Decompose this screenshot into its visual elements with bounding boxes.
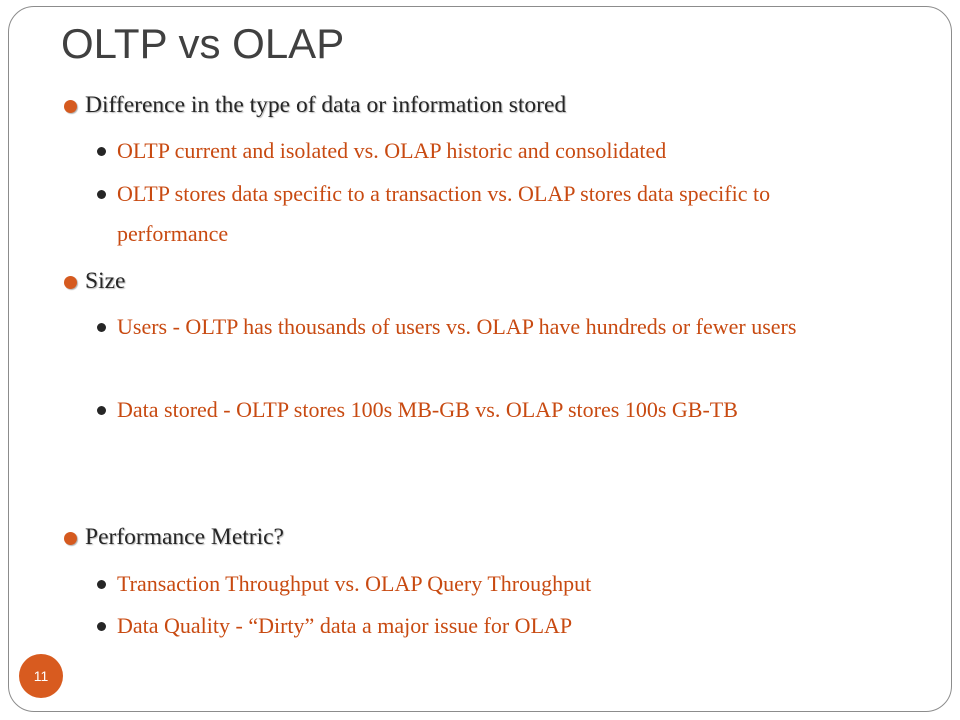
list-item-text: OLTP stores data specific to a transaction vs. OLAP stores data specific to performance <box>117 181 771 246</box>
section-heading-data-type <box>85 90 875 120</box>
bullet-dot-icon <box>97 406 106 415</box>
list-item-text: Users - OLTP has thousands of users vs. OLAP have hundreds or fewer users <box>117 314 797 339</box>
list-item-text: Data Quality - “Dirty” data a major issue for OLAP <box>117 613 573 638</box>
bullet-dot-icon <box>97 580 106 589</box>
list-item <box>117 131 882 171</box>
bullet-dot-icon <box>64 532 77 545</box>
bullet-dot-icon <box>97 147 106 156</box>
bullet-dot-icon <box>97 323 106 332</box>
section-heading-text: Performance Metric? <box>85 524 284 550</box>
section-heading-text: Size <box>85 268 126 294</box>
page-number-badge: 11 <box>19 654 63 698</box>
slide-title: OLTP vs OLAP <box>61 20 345 67</box>
list-item <box>117 390 882 430</box>
section-heading-text: Difference in the type of data or information stored <box>85 92 567 118</box>
list-item <box>117 307 882 347</box>
list-item-text: Transaction Throughput vs. OLAP Query Throughput <box>117 571 592 596</box>
list-item-text: OLTP current and isolated vs. OLAP historic and consolidated <box>117 138 667 163</box>
bullet-dot-icon <box>64 276 77 289</box>
bullet-dot-icon <box>97 190 106 199</box>
list-item <box>117 174 882 254</box>
section-heading-performance <box>85 522 875 552</box>
bullet-dot-icon <box>97 622 106 631</box>
section-heading-size <box>85 266 875 296</box>
bullet-dot-icon <box>64 100 77 113</box>
list-item <box>117 606 882 646</box>
list-item <box>117 564 882 604</box>
list-item-text: Data stored - OLTP stores 100s MB-GB vs. OLAP stores 100s GB-TB <box>117 397 738 422</box>
